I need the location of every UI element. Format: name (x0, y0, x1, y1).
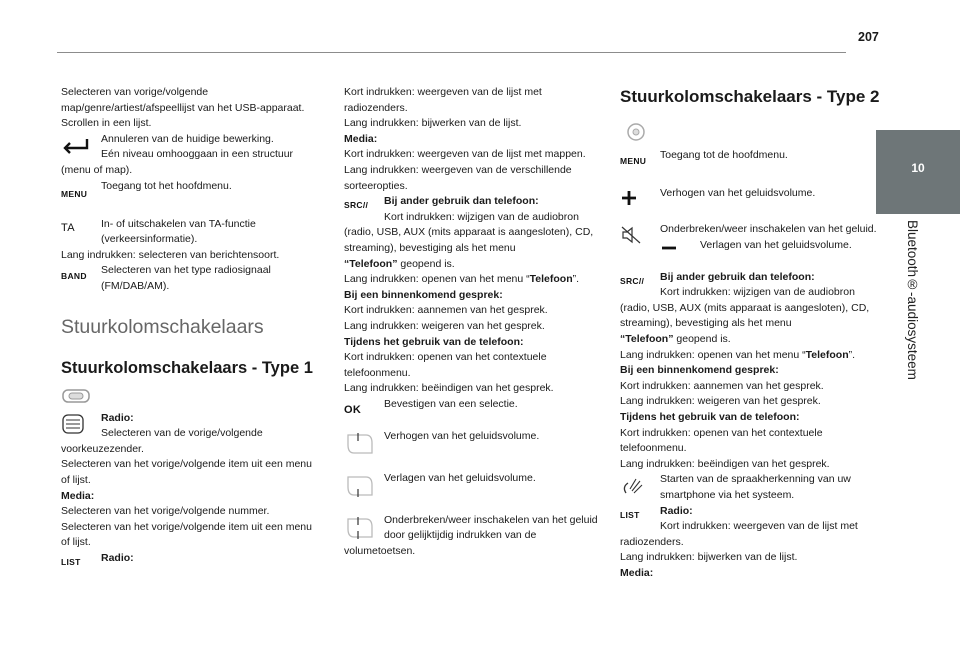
paragraph: Verlagen van het geluidsvolume. (700, 238, 852, 251)
menu-button-icon: MENU (61, 188, 88, 199)
incoming-call-heading: Bij een binnenkomend gesprek: (344, 288, 503, 301)
paragraph: Lang indrukken: selecteren van berichtensoort. (61, 248, 280, 261)
ta-button-icon: TA (61, 221, 75, 234)
paragraph: Lang indrukken: beëindigen van het gesprek. (620, 457, 830, 470)
paragraph: Verlagen van het geluidsvolume. (384, 471, 536, 484)
paragraph: In- of uitschakelen van TA-functie (verkeersinformatie). (101, 217, 256, 246)
telefoon-menu-name: “Telefoon” (620, 332, 674, 345)
paragraph: Starten van de spraakherkenning van uw smartphone via het systeem. (660, 473, 851, 501)
paragraph: Kort indrukken: aannemen van het gesprek. (344, 304, 548, 317)
paragraph: Scrollen in een lijst. (61, 117, 152, 130)
paragraph: Lang indrukken: bijwerken van de lijst. (620, 551, 798, 564)
column-3: Stuurkolomschakelaars - Type 2 MENU Toegang tot de hoofdmenu. Verhogen van het geluidsvolume. Onderbreken/weer inschakelen van het geluid. Verlagen van het geluidsvolume. SRC // Bij ander gebruik dan telefoon: Kort indrukken: wijzigen van de audiobron (radio, USB, AUX (mits apparaat is aangesloten), CD, streaming), bevestiging als het menu “Telefoon” geopend is. Lang indrukken: openen van het menu “Telefoon”. Bij een binnenkomend gesprek: Kort indrukken: aannemen van het gesprek. Lang indrukken: weigeren van het gesprek. Tijdens het gebruik van de telefoon: Kort indrukken: openen van het contextuele telefoonmenu. Lang indrukken: beëindigen van het gesprek. Starten van de spraakherkenning van uw smartphone via het systeem. LIST Radio: Kort indrukken: weergeven van de lijst met radiozenders. Lang indrukken: bijwerken van de lijst. Media: (620, 85, 882, 581)
section-title: Stuurkolomschakelaars (61, 315, 264, 338)
menu-button-icon: MENU (620, 156, 647, 166)
paragraph: Selecteren van vorige/volgende map/genre/artiest/afspeellijst van het USB-apparaat. (61, 86, 305, 114)
paragraph: Selecteren van het vorige/volgende item uit een menu of lijst. (61, 520, 312, 549)
phone-heading: Bij ander gebruik dan telefoon: (660, 270, 815, 283)
paragraph: Lang indrukken: weigeren van het gesprek. (620, 395, 821, 408)
paragraph: Kort indrukken: weergeven van de lijst met radiozenders. (620, 520, 858, 548)
paragraph: Kort indrukken: weergeven van de lijst met mappen. (344, 148, 586, 161)
phone-heading: Bij ander gebruik dan telefoon: (384, 195, 539, 208)
paragraph: Kort indrukken: openen van het contextuele telefoonmenu. (620, 426, 823, 455)
media-heading: Media: (61, 489, 95, 502)
subsection-title: Stuurkolomschakelaars - Type 1 (61, 358, 313, 377)
page-number: 207 (858, 30, 879, 44)
paragraph: Verhogen van het geluidsvolume. (660, 187, 816, 199)
band-button-icon: BAND (61, 271, 87, 282)
radio-heading: Radio: (101, 411, 134, 424)
back-arrow-icon (61, 134, 95, 156)
paragraph: Lang indrukken: bijwerken van de lijst. (344, 117, 522, 130)
list-button-icon: LIST (61, 556, 81, 567)
paragraph: Bevestigen van een selectie. (384, 397, 518, 410)
paragraph: Lang indrukken: beëindigen van het gesprek. (344, 382, 554, 395)
paragraph: Onderbreken/weer inschakelen van het geluid door gelijktijdig indrukken van de volumetoetsen. (344, 513, 598, 558)
paragraph: Eén niveau omhooggaan in een structuur (menu of map). (61, 148, 294, 176)
volume-up-control-icon (344, 431, 378, 457)
volume-down-control-icon (344, 473, 378, 499)
radio-heading: Radio: (101, 551, 134, 564)
media-heading: Media: (620, 566, 654, 579)
paragraph: Toegang tot het hoofdmenu. (101, 179, 232, 192)
src-button-icon: SRC // (344, 200, 369, 211)
incoming-call-heading: Bij een binnenkomend gesprek: (620, 364, 779, 377)
paragraph: Onderbreken/weer inschakelen van het geluid. (660, 223, 877, 235)
during-call-heading: Tijdens het gebruik van de telefoon: (344, 335, 524, 348)
paragraph: Verhogen van het geluidsvolume. (384, 429, 540, 442)
mute-speaker-icon (620, 224, 654, 246)
paragraph: Selecteren van de vorige/volgende voorkeuzezender. (61, 427, 263, 455)
paragraph: Kort indrukken: aannemen van het gesprek. (620, 379, 824, 392)
chapter-number: 10 (911, 161, 925, 175)
paragraph: Kort indrukken: weergeven van de lijst met radiozenders. (344, 86, 542, 114)
paragraph: Selecteren van het type radiosignaal (FM/DAB/AM). (101, 264, 271, 292)
paragraph: Selecteren van het vorige/volgende nummer. (61, 505, 270, 518)
chapter-title: Bluetooth®-audiosysteem (905, 220, 920, 380)
paragraph: Annuleren van de huidige bewerking. (101, 132, 274, 145)
during-call-heading: Tijdens het gebruik van de telefoon: (620, 410, 800, 423)
paragraph: Kort indrukken: openen van het contextuele telefoonmenu. (344, 351, 547, 379)
paragraph: Kort indrukken: wijzigen van de audiobron (radio, USB, AUX (mits apparaat is aangesloten), CD, streaming), bevestiging als het menu (620, 286, 870, 330)
radio-heading: Radio: (660, 504, 693, 517)
telefoon-menu-name: “Telefoon” (344, 257, 398, 270)
scroll-wheel-icon (61, 413, 95, 435)
media-heading: Media: (344, 132, 378, 145)
subsection-title: Stuurkolomschakelaars - Type 2 (620, 87, 880, 106)
column-2: Kort indrukken: weergeven van de lijst met radiozenders. Lang indrukken: bijwerken van de lijst. Media: Kort indrukken: weergeven van de lijst met mappen. Lang indrukken: weergeven van de verschillende sorteeropties. SRC // Bij ander gebruik dan telefoon: Kort indrukken: wijzigen van de audiobron (radio, USB, AUX (mits apparaat is aangesloten), CD, streaming), bevestiging als het menu “Telefoon” geopend is. Lang indrukken: openen van het menu “Telefoon”. Bij een binnenkomend gesprek: Kort indrukken: aannemen van het gesprek. Lang indrukken: weigeren van het gesprek. Tijdens het gebruik van de telefoon: Kort indrukken: openen van het contextuele telefoonmenu. Lang indrukken: beëindigen van het gesprek. OK Bevestigen van een selectie. Verhogen van het geluidsvolume. Verlagen van het geluidsvolume. Onderbreken/weer inschakelen van het geluid door gelijktijdig indrukken van de volumetoetsen. (344, 85, 606, 560)
telefoon-menu-name: Telefoon (805, 348, 849, 361)
paragraph: Lang indrukken: weigeren van het gesprek. (344, 319, 545, 332)
steering-control-icon (620, 122, 882, 144)
column-1 (61, 85, 323, 571)
chapter-tab (876, 130, 960, 214)
minus-icon (660, 240, 694, 256)
paragraph: Lang indrukken: weergeven van de verschillende sorteeropties. (344, 163, 572, 192)
paragraph: Toegang tot de hoofdmenu. (660, 149, 788, 161)
paragraph: Selecteren van het vorige/volgende item uit een menu of lijst. (61, 458, 312, 486)
telefoon-menu-name: Telefoon (529, 273, 573, 286)
ok-button-icon: OK (344, 403, 362, 416)
header-rule (57, 52, 846, 53)
steering-control-icon (61, 387, 323, 407)
list-button-icon: LIST (620, 509, 640, 520)
mute-control-icon (344, 515, 378, 541)
paragraph: Kort indrukken: wijzigen van de audiobron (radio, USB, AUX (mits apparaat is aangesloten), CD, streaming), bevestiging als het menu (344, 210, 594, 254)
src-button-icon: SRC // (620, 275, 645, 286)
plus-icon (620, 188, 654, 208)
voice-command-icon (620, 474, 654, 498)
